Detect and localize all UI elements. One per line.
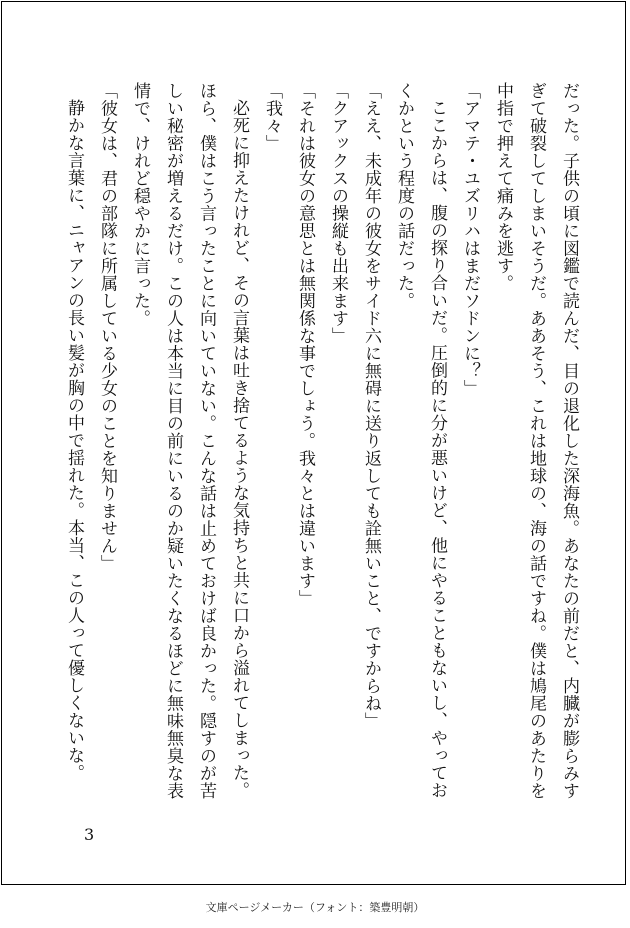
dialogue-line: 「ええ、未成年の彼女をサイド六に無碍に送り返しても詮無いこと、ですからね」 (361, 82, 381, 730)
vertical-body-text (57, 82, 585, 802)
paragraph: だった。子供の頃に図鑑で読んだ、目の退化した深海魚。あなたの前だと、内臓が膨らみすぎて破裂してしまいそうだ。ああそう、これは地球の、海の話ですね。僕は鳩尾のあたりを中指で押えて痛みを逃す。 (493, 82, 579, 800)
page-number: 3 (84, 825, 95, 844)
dialogue-line: 「我々」 (262, 82, 282, 152)
dialogue-line: 「それは彼女の意思とは無関係な事でしょう。我々とは違います」 (295, 82, 315, 607)
book-page (1, 1, 626, 885)
dialogue-line: 「クアックスの操縦も出来ます」 (328, 82, 348, 345)
footer-caption: 文庫ページメーカー（フォント：築豊明朝） (205, 901, 425, 914)
paragraph: 静かな言葉に、ニャアンの長い髪が胸の中で揺れた。本当、この人って優しくないな。 (64, 99, 84, 782)
paragraph: 必死に抑えたけれど、その言葉は吐き捨てるような気持ちと共に口から溢れてしまった。ほら、僕はこう言ったことに向いていない。こんな話は止めておけば良かった。隠すのが苦しい秘密が増えるだけ。この人は本当に目の前にいるのか疑いたくなるほどに無味無臭な表情で、けれど穏やかに言った。 (130, 82, 249, 800)
dialogue-line: 「アマテ・ユズリハはまだソドンに？」 (460, 82, 480, 397)
paragraph: ここからは、腹の探り合いだ。圧倒的に分が悪いけど、他にやることもないし、やっておくかという程度の話だった。 (394, 82, 447, 799)
dialogue-line: 「彼女は、君の部隊に所属している少女のことを知りません」 (97, 82, 117, 572)
